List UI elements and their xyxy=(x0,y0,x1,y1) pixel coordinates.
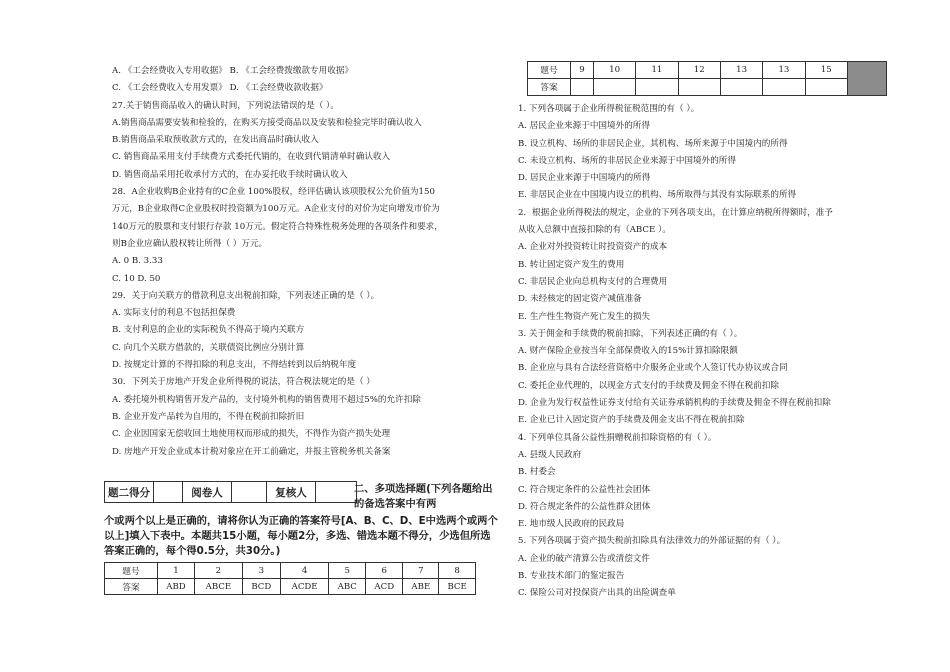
grader-label: 阅卷人 xyxy=(183,482,232,503)
reviewer-label: 复核人 xyxy=(267,482,316,503)
text-line: B. 设立机构、场所的非居民企业，其机构、场所来源于中国境内的所得 xyxy=(518,138,788,149)
text-line: D. 符合规定条件的公益性群众团体 xyxy=(518,501,651,512)
text-line: E. 生产性生物资产死亡发生的损失 xyxy=(518,311,651,322)
row-label-answer: 答案 xyxy=(528,79,571,96)
answer-cell[interactable] xyxy=(678,79,720,96)
row-label-number: 题号 xyxy=(528,62,571,79)
answer-number-row xyxy=(105,563,476,579)
right-answer-table xyxy=(527,61,887,96)
right-question-column xyxy=(518,101,898,603)
answer-cell[interactable] xyxy=(720,79,762,96)
text-line: B. 村委会 xyxy=(518,467,556,478)
text-line: A.销售商品需要安装和检验的，在购买方接受商品以及安装和检验完毕时确认收入 xyxy=(112,117,422,128)
text-line: 5. 下列各项属于资产损失税前扣除具有法律效力的外部证据的有（ ）。 xyxy=(518,536,786,547)
text-line: C. 保险公司对投保资产出具的出险调查单 xyxy=(518,588,676,599)
answer-cell: ABE xyxy=(403,579,439,595)
text-line: C. 《工会经费收入专用发票》 D. 《工会经费收款收据》 xyxy=(112,83,328,94)
left-answer-table xyxy=(104,562,476,595)
text-line: 1. 下列各项属于企业所得税征税范围的有（ ）。 xyxy=(518,104,700,114)
answer-cell: ACDE xyxy=(280,579,329,595)
answer-number-cell: 1 xyxy=(158,563,195,579)
answer-number-cell: 13 xyxy=(720,62,762,79)
text-line: B. 支付利息的企业的实际税负不得高于境内关联方 xyxy=(112,325,305,336)
text-line: A. 财产保险企业按当年全部保费收入的15%计算扣除限额 xyxy=(518,346,738,357)
row-label-number: 题号 xyxy=(105,563,158,579)
shaded-cell xyxy=(848,62,887,96)
answer-cell: ACD xyxy=(366,579,403,595)
text-line: 3. 关于佣金和手续费的税前扣除，下列表述正确的有（ ）。 xyxy=(518,328,743,339)
text-line: E. 企业已计入固定资产的手续费及佣金支出不得在税前扣除 xyxy=(518,415,745,426)
text-line: A. 居民企业来源于中国境外的所得 xyxy=(518,121,650,132)
answer-number-cell: 9 xyxy=(571,62,594,79)
answer-row xyxy=(528,79,887,96)
answer-number-cell: 8 xyxy=(439,563,476,579)
text-line: C. 10 D. 50 xyxy=(112,273,161,284)
text-line: A. 企业的破产清算公告或清偿文件 xyxy=(518,553,650,564)
text-line: B. 企业应与具有合法经营资格中介服务企业或个人签订代办协议或合同 xyxy=(518,363,788,374)
text-line: C. 向几个关联方借款的，关联债资比例应分别计算 xyxy=(112,342,305,353)
text-line: 29．关于向关联方的借款利息支出税前扣除，下列表述正确的是（ ）。 xyxy=(112,290,380,301)
answer-cell[interactable] xyxy=(636,79,678,96)
reviewer-blank xyxy=(316,482,357,503)
answer-row xyxy=(105,579,476,595)
text-line: B. 企业开发产品转为自用的，不得在税前扣除折旧 xyxy=(112,411,305,422)
answer-number-row xyxy=(528,62,887,79)
text-line: 从收入总额中直接扣除的有（ABCE ）。 xyxy=(518,225,671,236)
answer-cell: BCE xyxy=(439,579,476,595)
text-line: 30．下列关于房地产开发企业所得税的说法，符合税法规定的是（ ） xyxy=(112,377,375,388)
answer-number-cell: 10 xyxy=(593,62,635,79)
text-line: D. 企业为发行权益性证券支付给有关证券承销机构的手续费及佣金不得在税前扣除 xyxy=(518,398,831,409)
answer-cell: ABCE xyxy=(194,579,242,595)
text-line: E. 地市级人民政府的民政局 xyxy=(518,519,625,530)
text-line: C. 非居民企业向总机构支付的合理费用 xyxy=(518,276,668,287)
left-question-column xyxy=(112,63,502,461)
score-label: 题二得分 xyxy=(105,482,154,503)
text-line: C. 符合规定条件的公益性社会团体 xyxy=(518,484,651,495)
answer-cell[interactable] xyxy=(571,79,594,96)
text-line: A. 企业对外投资转让时投资资产的成本 xyxy=(518,242,668,253)
text-line: 140万元的股票和支付银行存款 10万元。假定符合特殊性税务处理的各项条件和要求， xyxy=(112,221,443,232)
text-line: C. 企业因国家无偿收回土地使用权而形成的损失，不得作为资产损失处理 xyxy=(112,429,391,440)
answer-number-cell: 15 xyxy=(805,62,847,79)
row-label-answer: 答案 xyxy=(105,579,158,595)
answer-cell: ABD xyxy=(158,579,195,595)
grader-blank xyxy=(232,482,267,503)
answer-cell[interactable] xyxy=(763,79,805,96)
text-line: D. 销售商品采用托收承付方式的，在办妥托收手续时确认收入 xyxy=(112,169,348,180)
answer-cell: BCD xyxy=(242,579,280,595)
text-line: D. 按规定计算的不得扣除的利息支出，不得结转到以后纳税年度 xyxy=(112,360,357,371)
text-line: 4. 下列单位具备公益性捐赠税前扣除资格的有（ ）。 xyxy=(518,432,717,443)
text-line: C. 委托企业代理的，以现金方式支付的手续费及佣金不得在税前扣除 xyxy=(518,380,779,391)
text-line: B. 专业技术部门的鉴定报告 xyxy=(518,571,625,582)
text-line: 2．根据企业所得税法的规定，企业的下列各项支出，在计算应纳税所得额时，准予 xyxy=(518,207,833,218)
answer-number-cell: 12 xyxy=(678,62,720,79)
answer-number-cell: 5 xyxy=(329,563,366,579)
text-line: 万元，B企业取得C企业股权时投资额为100万元。A企业支付的对价为定向增发市价为 xyxy=(112,204,440,215)
text-line: C. 销售商品采用支付手续费方式委托代销的，在收到代销清单时确认收入 xyxy=(112,152,391,163)
text-line: A. 实际支付的利息不包括担保费 xyxy=(112,308,236,319)
score-table xyxy=(104,481,357,503)
answer-cell[interactable] xyxy=(593,79,635,96)
answer-number-cell: 2 xyxy=(194,563,242,579)
text-line: A. 县级人民政府 xyxy=(518,449,582,460)
text-line: A. 《工会经费收入专用收据》 B. 《工会经费拨缴款专用收据》 xyxy=(112,66,354,76)
text-line: C. 未设立机构、场所的非居民企业来源于中国境外的所得 xyxy=(518,155,736,166)
text-line: E. 非居民企业在中国境内设立的机构、场所取得与其没有实际联系的所得 xyxy=(518,190,797,201)
text-line: A. 委托境外机构销售开发产品的，支付境外机构的销售费用不超过5%的允许扣除 xyxy=(112,394,421,405)
answer-number-cell: 7 xyxy=(403,563,439,579)
answer-number-cell: 4 xyxy=(280,563,329,579)
answer-number-cell: 11 xyxy=(636,62,678,79)
text-line: A. 0 B. 3.33 xyxy=(112,256,163,267)
score-blank xyxy=(154,482,183,503)
text-line: 27.关于销售商品收入的确认时间，下列说法错误的是（ ）。 xyxy=(112,100,339,111)
text-line: D. 居民企业来源于中国境内的所得 xyxy=(518,173,651,184)
answer-number-cell: 13 xyxy=(763,62,805,79)
section-instruction-text: 个或两个以上是正确的，请将你认为正确的答案符号[A、B、C、D、E中选两个或两个以上]填入下表中。本题共15小题，每小题2分，多选、错选本题不得分，少选但所选答案正确的，每个得0.5分，共30分。) xyxy=(104,515,498,557)
section-heading: 二、多项选择题(下列各题给出的备选答案中有两 xyxy=(354,483,493,510)
answer-cell[interactable] xyxy=(805,79,847,96)
text-line: 则B企业应确认股权转让所得（ ）万元。 xyxy=(112,238,268,249)
text-line: D. 房地产开发企业成本计税对象应在开工前确定，并报主管税务机关备案 xyxy=(112,446,391,457)
answer-number-cell: 6 xyxy=(366,563,403,579)
answer-number-cell: 3 xyxy=(242,563,280,579)
text-line: B.销售商品采取预收款方式的，在发出商品时确认收入 xyxy=(112,135,319,146)
text-line: B. 转让固定资产发生的费用 xyxy=(518,259,625,270)
answer-cell: ABC xyxy=(329,579,366,595)
text-line: D. 未经核定的固定资产减值准备 xyxy=(518,294,642,305)
text-line: 28．A企业收购B企业持有的C企业 100%股权，经评估确认该项股权公允价值为150 xyxy=(112,187,435,198)
